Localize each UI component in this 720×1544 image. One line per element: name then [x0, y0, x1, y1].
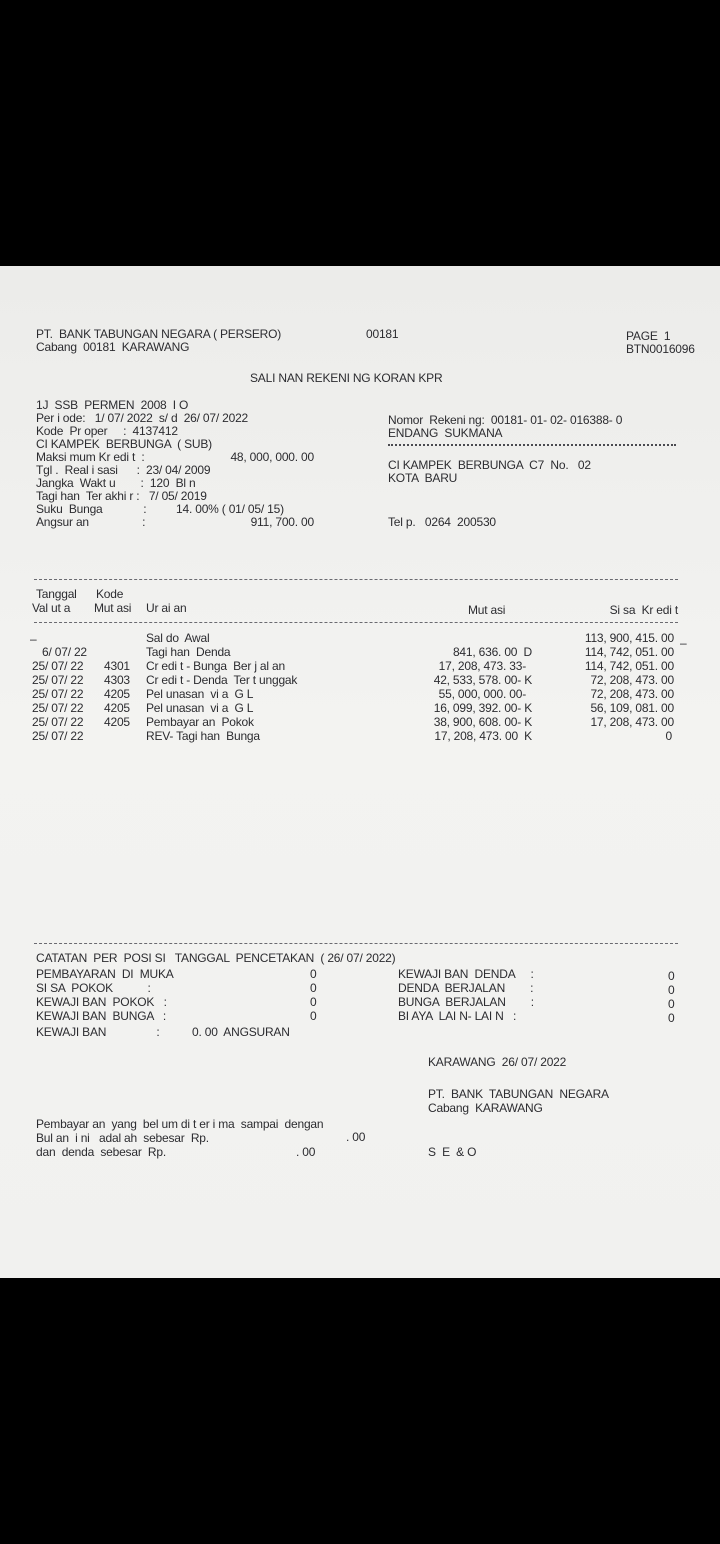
row-date: 25/ 07/ 22	[32, 701, 84, 715]
info-interest-label: Suku Bunga :	[36, 502, 147, 516]
note-interest-obligation-value: 0	[310, 1009, 317, 1023]
note-penalty-obligation-value: 0	[668, 969, 675, 983]
note-principal-obligation-label: KEWAJI BAN POKOK :	[36, 995, 167, 1009]
note-running-interest-value: 0	[668, 997, 675, 1011]
max-credit-value: 48, 000, 000. 00	[230, 450, 314, 464]
note-running-interest-label: BUNGA BERJALAN :	[398, 995, 534, 1009]
col-header-date: Tanggal	[36, 587, 77, 601]
col-header-balance: Si sa Kr edi t	[609, 603, 678, 617]
page-number: PAGE 1	[626, 329, 671, 343]
row-balance: 56, 109, 081. 00	[590, 701, 674, 715]
row-description: Pembayar an Pokok	[146, 715, 254, 729]
info-max-credit-label: Maksi mum Kr edi t :	[36, 450, 145, 464]
info-property-code: Kode Pr oper : 4137412	[36, 424, 178, 438]
row-amount: 17, 208, 473. 33-	[438, 659, 526, 673]
footer-place-date: KARAWANG 26/ 07/ 2022	[428, 1055, 567, 1069]
info-project: CI KAMPEK BERBUNGA ( SUB)	[36, 437, 212, 451]
remark-line-2: Bul an i ni adal ah sebesar Rp.	[36, 1131, 209, 1145]
dotted-separator	[388, 444, 676, 446]
account-number: Nomor Rekeni ng: 00181- 01- 02- 016388- 0	[388, 413, 623, 427]
row-balance: 17, 208, 473. 00	[590, 715, 674, 729]
row-amount: 38, 900, 608. 00- K	[433, 715, 532, 729]
row-balance: 72, 208, 473. 00	[590, 673, 674, 687]
note-obligation-label: KEWAJI BAN :	[36, 1025, 160, 1039]
note-running-penalty-label: DENDA BERJALAN :	[398, 981, 534, 995]
note-penalty-obligation-label: KEWAJI BAN DENDA :	[398, 967, 534, 981]
row-date: 25/ 07/ 22	[32, 729, 84, 743]
branch-line: Cabang 00181 KARAWANG	[36, 340, 190, 354]
row-amount: 55, 000, 000. 00-	[438, 687, 526, 701]
remark-line-1: Pembayar an yang bel um di t er i ma sampai dengan	[36, 1117, 324, 1131]
col-header-amount: Mut asi	[468, 603, 506, 617]
row-description: Tagi han Denda	[146, 645, 231, 659]
remark-line-3-value: . 00	[296, 1145, 316, 1159]
row-date: 6/ 07/ 22	[42, 645, 87, 659]
row-description: Pel unasan vi a G L	[146, 687, 254, 701]
margin-mark-right: –	[680, 636, 687, 650]
branch-code: 00181	[366, 327, 399, 341]
row-amount: 16, 099, 392. 00- K	[433, 701, 532, 715]
interest-value: 14. 00% ( 01/ 05/ 15)	[176, 502, 284, 516]
row-balance: 114, 742, 051. 00	[584, 659, 674, 673]
col-header-description: Ur ai an	[146, 601, 187, 615]
col-header-mutation-code: Mut asi	[94, 601, 132, 615]
row-balance: 72, 208, 473. 00	[590, 687, 674, 701]
row-balance: 0	[665, 729, 672, 743]
row-code: 4205	[104, 701, 130, 715]
row-amount: 841, 636. 00 D	[452, 645, 532, 659]
row-code: 4205	[104, 687, 130, 701]
row-amount: 42, 533, 578. 00- K	[433, 673, 532, 687]
note-other-fees-label: BI AYA LAI N- LAI N :	[398, 1009, 517, 1023]
footer-branch: Cabang KARAWANG	[428, 1101, 543, 1115]
notes-top-rule	[34, 943, 678, 944]
table-top-rule	[34, 579, 678, 580]
note-principal-balance-value: 0	[310, 981, 317, 995]
address-line-2: KOTA BARU	[388, 471, 458, 485]
info-installment-label: Angsur an :	[36, 515, 146, 529]
remark-line-2-value: . 00	[346, 1130, 366, 1144]
row-amount: 17, 208, 473. 00 K	[434, 729, 532, 743]
row-date: 25/ 07/ 22	[32, 673, 84, 687]
info-line: 1J SSB PERMEN 2008 I O	[36, 398, 189, 412]
row-description: Sal do Awal	[146, 631, 210, 645]
col-header-value-date: Val ut a	[32, 601, 71, 615]
remark-line-3: dan denda sebesar Rp.	[36, 1145, 166, 1159]
info-term: Jangka Wakt u : 120 Bl n	[36, 476, 196, 490]
report-code: BTN0016096	[626, 342, 695, 356]
note-other-fees-value: 0	[668, 1011, 675, 1025]
notes-title: CATATAN PER POSI SI TANGGAL PENCETAKAN ( 26/ 07/ 2022)	[36, 951, 396, 965]
row-balance: 114, 742, 051. 00	[584, 645, 674, 659]
note-obligation-value: 0. 00 ANGSURAN	[192, 1025, 290, 1039]
row-description: Cr edi t - Denda Ter t unggak	[146, 673, 298, 687]
row-date: 25/ 07/ 22	[32, 659, 84, 673]
info-last-bill: Tagi han Ter akhi r : 7/ 05/ 2019	[36, 489, 207, 503]
row-balance: 113, 900, 415. 00	[584, 631, 674, 645]
address-line-1: CI KAMPEK BERBUNGA C7 No. 02	[388, 458, 591, 472]
note-advance-payment-value: 0	[310, 967, 317, 981]
info-realization-date: Tgl . Real i sasi : 23/ 04/ 2009	[36, 463, 211, 477]
note-advance-payment-label: PEMBAYARAN DI MUKA	[36, 967, 174, 981]
document-title: SALI NAN REKENI NG KORAN KPR	[250, 371, 443, 385]
row-code: 4205	[104, 715, 130, 729]
phone-number: Tel p. 0264 200530	[388, 515, 496, 529]
account-statement-document	[0, 266, 720, 1278]
row-date: 25/ 07/ 22	[32, 715, 84, 729]
note-principal-balance-label: SI SA POKOK :	[36, 981, 151, 995]
installment-value: 911, 700. 00	[250, 515, 314, 529]
row-description: Pel unasan vi a G L	[146, 701, 254, 715]
row-description: Cr edi t - Bunga Ber j al an	[146, 659, 285, 673]
note-interest-obligation-label: KEWAJI BAN BUNGA :	[36, 1009, 167, 1023]
col-header-code: Kode	[96, 587, 124, 601]
margin-mark-left: –	[30, 632, 37, 646]
table-header-rule	[34, 622, 678, 623]
customer-name: ENDANG SUKMANA	[388, 426, 503, 440]
footer-signature: S E & O	[428, 1145, 477, 1159]
row-code: 4301	[104, 659, 130, 673]
note-running-penalty-value: 0	[668, 983, 675, 997]
row-code: 4303	[104, 673, 130, 687]
note-principal-obligation-value: 0	[310, 995, 317, 1009]
info-period: Per i ode: 1/ 07/ 2022 s/ d 26/ 07/ 2022	[36, 411, 249, 425]
row-description: REV- Tagi han Bunga	[146, 729, 260, 743]
bank-name: PT. BANK TABUNGAN NEGARA ( PERSERO)	[36, 327, 282, 341]
row-date: 25/ 07/ 22	[32, 687, 84, 701]
footer-bank-name: PT. BANK TABUNGAN NEGARA	[428, 1087, 609, 1101]
